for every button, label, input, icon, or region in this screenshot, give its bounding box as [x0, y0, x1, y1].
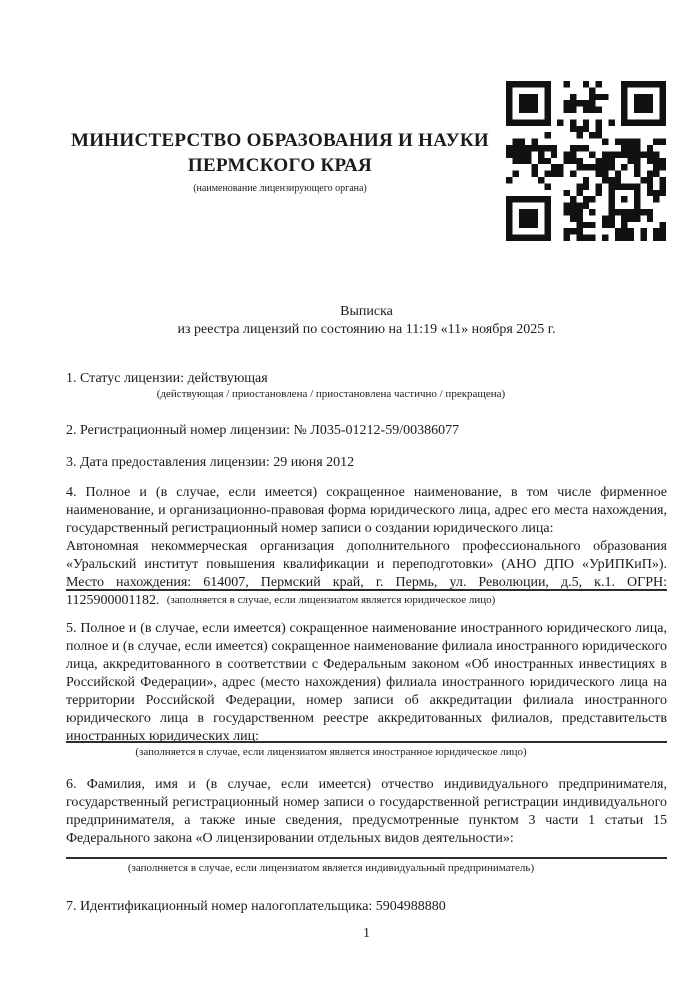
item-3-grant-date: 3. Дата предоставления лицензии: 29 июня 2012 — [66, 455, 355, 470]
foreign-entity-field-line — [66, 741, 667, 743]
item-6-individual-entrepreneur: 6. Фамилия, имя и (в случае, если имеется) отчество индивидуального предпринимателя, государственный регистрационный номер записи о государственной регистрации индивидуального предпринимателя, а также иные сведения, предусмотренные пунктом 3 части 1 статьи 15 Федерального закона «О лицензировании отдельных видов деятельности»: — [66, 777, 667, 846]
item-4-legal-entity — [66, 484, 667, 610]
item-4-value: Автономная некоммерческая организация дополнительного профессионального образования «Уральский институт повышения квалификации и переподготовки» (АНО ДПО «УрИПКиП»). Место нахождения: 614007, Пермский край, г. Пермь, ул. Революции, д.5, к.1. ОГРН: 1125900001182. — [66, 539, 667, 608]
item-2-registration-number: 2. Регистрационный номер лицензии: № Л035-01212-59/00386077 — [66, 423, 460, 438]
item-7-taxpayer-number: 7. Идентификационный номер налогоплательщика: 5904988880 — [66, 899, 446, 914]
ministry-name-line2: ПЕРМСКОГО КРАЯ — [187, 155, 373, 176]
ministry-name-line1: МИНИСТЕРСТВО ОБРАЗОВАНИЯ И НАУКИ — [70, 130, 490, 151]
document-title: Выписка — [340, 304, 393, 319]
item-4-label: 4. Полное и (в случае, если имеется) сокращенное наименование, в том числе фирменное наименование, и организационно-правовая форма юридического лица, адрес его места нахождения, государственный регистрационный номер записи о создании юридического лица: — [66, 485, 667, 536]
qr-code-image — [506, 81, 666, 241]
foreign-entity-field-caption: (заполняется в случае, если лицензиатом является иностранное юридическое лицо) — [135, 746, 527, 758]
document-title-date-line: из реестра лицензий по состоянию на 11:19 «11» ноября 2025 г. — [177, 322, 556, 337]
item-1-license-status: 1. Статус лицензии: действующая — [66, 371, 268, 386]
individual-entrepreneur-field-line — [66, 857, 667, 859]
licensing-authority-header — [66, 128, 494, 194]
item-5-foreign-entity: 5. Полное и (в случае, если имеется) сокращенное наименование иностранного юридического лица, полное и (в случае, если имеется) сокращенное наименование филиала иностранного юридического лица, аккредитованного в соответствии с Федеральным законом «Об иностранных инвестициях в Российской Федерации», адрес (место нахождения) филиала иностранного юридического лица на территории Российской Федерации, номер записи об аккредитации филиала иностранного юридического лица в государственном реестре аккредитованных филиалов, представительств иностранных юридических лиц: — [66, 621, 667, 744]
document-title-block — [66, 303, 667, 339]
legal-entity-field-caption: (заполняется в случае, если лицензиатом является юридическое лицо) — [166, 594, 496, 606]
individual-entrepreneur-field-caption: (заполняется в случае, если лицензиатом является индивидуальный предприниматель) — [127, 862, 535, 874]
legal-entity-field-line — [66, 589, 667, 591]
licensing-authority-note: (наименование лицензирующего органа) — [193, 183, 367, 194]
qr-code — [506, 81, 666, 241]
item-1-status-options-note: (действующая / приостановлена / приостановлена частично / прекращена) — [156, 388, 506, 400]
page-number: 1 — [363, 926, 370, 941]
